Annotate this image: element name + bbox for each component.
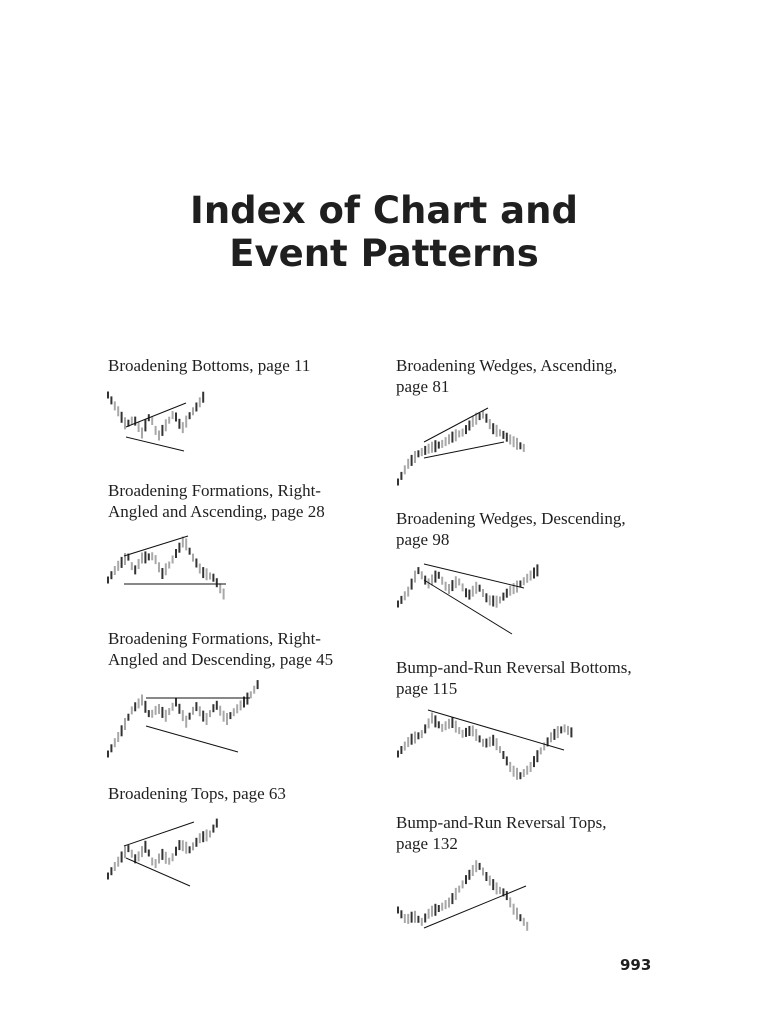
pattern-thumbnail-broadening-wedges-descending [394, 556, 544, 636]
page-title-line-2: Event Patterns [229, 232, 539, 275]
price-bars [398, 860, 527, 931]
price-bars [398, 713, 571, 780]
entry-label-broadening-formations-ascending [108, 480, 325, 522]
entry-label-broadening-wedges-ascending [396, 355, 617, 397]
entry-label-broadening-formations-descending [108, 628, 333, 670]
trendline [424, 580, 512, 634]
pattern-thumbnail-bump-and-run-tops [394, 858, 534, 938]
price-bars [108, 392, 203, 441]
price-bars [108, 819, 217, 880]
trendline [146, 726, 238, 752]
entry-label-broadening-bottoms [108, 355, 310, 376]
pattern-thumbnail-broadening-formations-ascending [104, 528, 239, 608]
price-bars [108, 680, 258, 757]
page-title-line-1: Index of Chart and [190, 189, 578, 232]
pattern-thumbnail-broadening-wedges-ascending [394, 402, 534, 490]
entry-label-line: page 132 [396, 834, 458, 853]
trendline [124, 536, 188, 556]
page-title [0, 189, 768, 275]
entry-label-line: Broadening Bottoms, page 11 [108, 356, 311, 375]
pattern-thumbnail-broadening-formations-descending [104, 676, 264, 762]
entry-label-line: Angled and Descending, page 45 [108, 650, 334, 669]
entry-label-line: page 98 [396, 530, 450, 549]
entry-label-line: Broadening Tops, page 63 [108, 784, 286, 803]
entry-label-line: Broadening Wedges, Descending, [396, 509, 626, 528]
entry-label-line: Bump-and-Run Reversal Bottoms, [396, 658, 632, 677]
entry-label-broadening-wedges-descending [396, 508, 626, 550]
entry-label-broadening-tops [108, 783, 286, 804]
entry-label-line: page 115 [396, 679, 458, 698]
pattern-thumbnail-bump-and-run-bottoms [394, 704, 579, 788]
entry-label-line: Broadening Formations, Right- [108, 629, 321, 648]
entry-label-line: Angled and Ascending, page 28 [108, 502, 325, 521]
page-number: 993 [620, 956, 652, 974]
entry-label-line: Broadening Formations, Right- [108, 481, 321, 500]
entry-label-bump-and-run-bottoms [396, 657, 632, 699]
pattern-thumbnail-broadening-tops [104, 810, 229, 890]
price-bars [108, 537, 224, 600]
entry-label-line: Bump-and-Run Reversal Tops, [396, 813, 607, 832]
entry-label-bump-and-run-tops [396, 812, 607, 854]
entry-label-line: Broadening Wedges, Ascending, [396, 356, 618, 375]
trendline [126, 437, 184, 451]
entry-label-line: page 81 [396, 377, 450, 396]
pattern-thumbnail-broadening-bottoms [104, 385, 216, 457]
